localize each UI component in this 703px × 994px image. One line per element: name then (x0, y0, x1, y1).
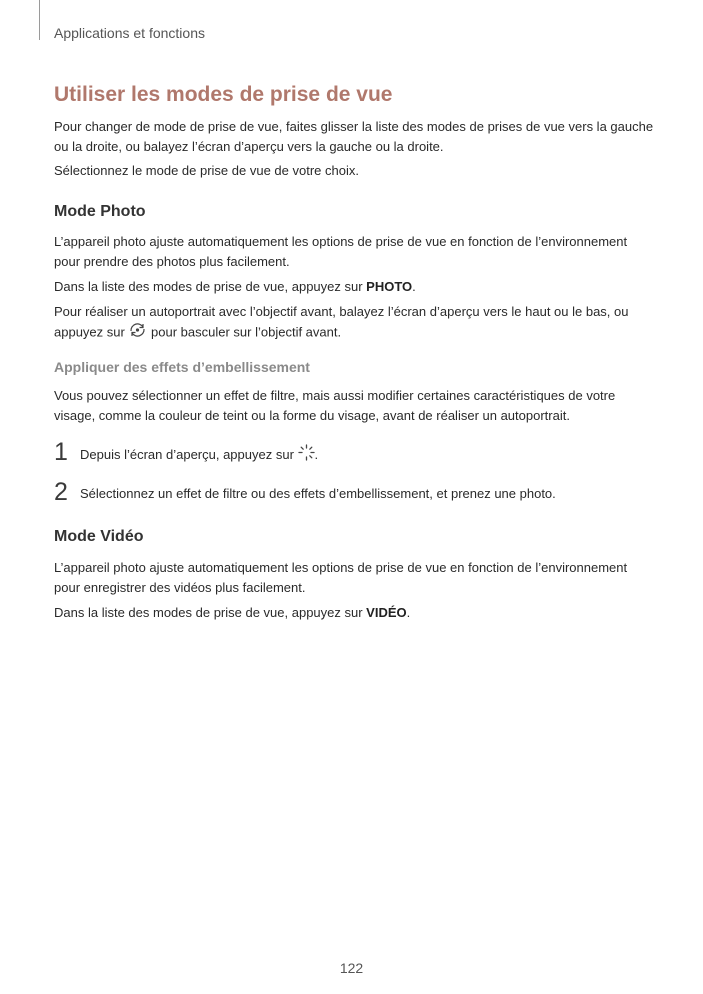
page-number: 122 (339, 960, 364, 976)
mode-photo-heading: Mode Photo (54, 203, 146, 220)
intro-paragraph: Pour changer de mode de prise de vue, faites glisser la liste des modes de prises de vue vers la gauche ou la droite, ou balayez l’écran d’aperçu vers la gauche ou la droite. (54, 119, 654, 154)
page-title: Utiliser les modes de prise de vue (54, 83, 393, 106)
mode-video-heading: Mode Vidéo (54, 528, 144, 545)
video-mode-label: VIDÉO (366, 605, 407, 620)
beauty-heading: Appliquer des effets d’embellissement (54, 359, 310, 375)
mode-photo-paragraph: L’appareil photo ajuste automatiquement les options de prise de vue en fonction de l’environnement pour prendre des photos plus facilement. (54, 234, 628, 269)
effects-sparkle-icon (298, 444, 315, 467)
header-divider (39, 0, 40, 40)
mode-photo-instruction: Dans la liste des modes de prise de vue, appuyez sur PHOTO. (54, 279, 416, 294)
step-text: Sélectionnez un effet de filtre ou des effets d’embellissement, et prenez une photo. (80, 486, 556, 501)
step-text: Depuis l’écran d’aperçu, appuyez sur . (80, 444, 670, 467)
beauty-paragraph: Vous pouvez sélectionner un effet de filtre, mais aussi modifier certaines caractéristiques de votre visage, comme la couleur de teint ou la forme du visage, avant de réaliser un autoportrait. (54, 388, 616, 423)
step-number: 1 (54, 438, 68, 466)
section-header: Applications et fonctions (54, 25, 205, 41)
selfie-paragraph: Pour réaliser un autoportrait avec l’objectif avant, balayez l’écran d’aperçu vers le haut ou le bas, ou appuyez sur pour basculer sur l’objectif avant. (54, 302, 654, 344)
camera-switch-icon (128, 322, 147, 344)
intro-paragraph-2: Sélectionnez le mode de prise de vue de votre choix. (54, 163, 359, 178)
mode-video-instruction: Dans la liste des modes de prise de vue, appuyez sur VIDÉO. (54, 605, 411, 620)
step-number: 2 (54, 478, 68, 506)
mode-video-paragraph: L’appareil photo ajuste automatiquement les options de prise de vue en fonction de l’environnement pour enregistrer des vidéos plus facilement. (54, 560, 628, 595)
photo-mode-label: PHOTO (366, 279, 413, 294)
